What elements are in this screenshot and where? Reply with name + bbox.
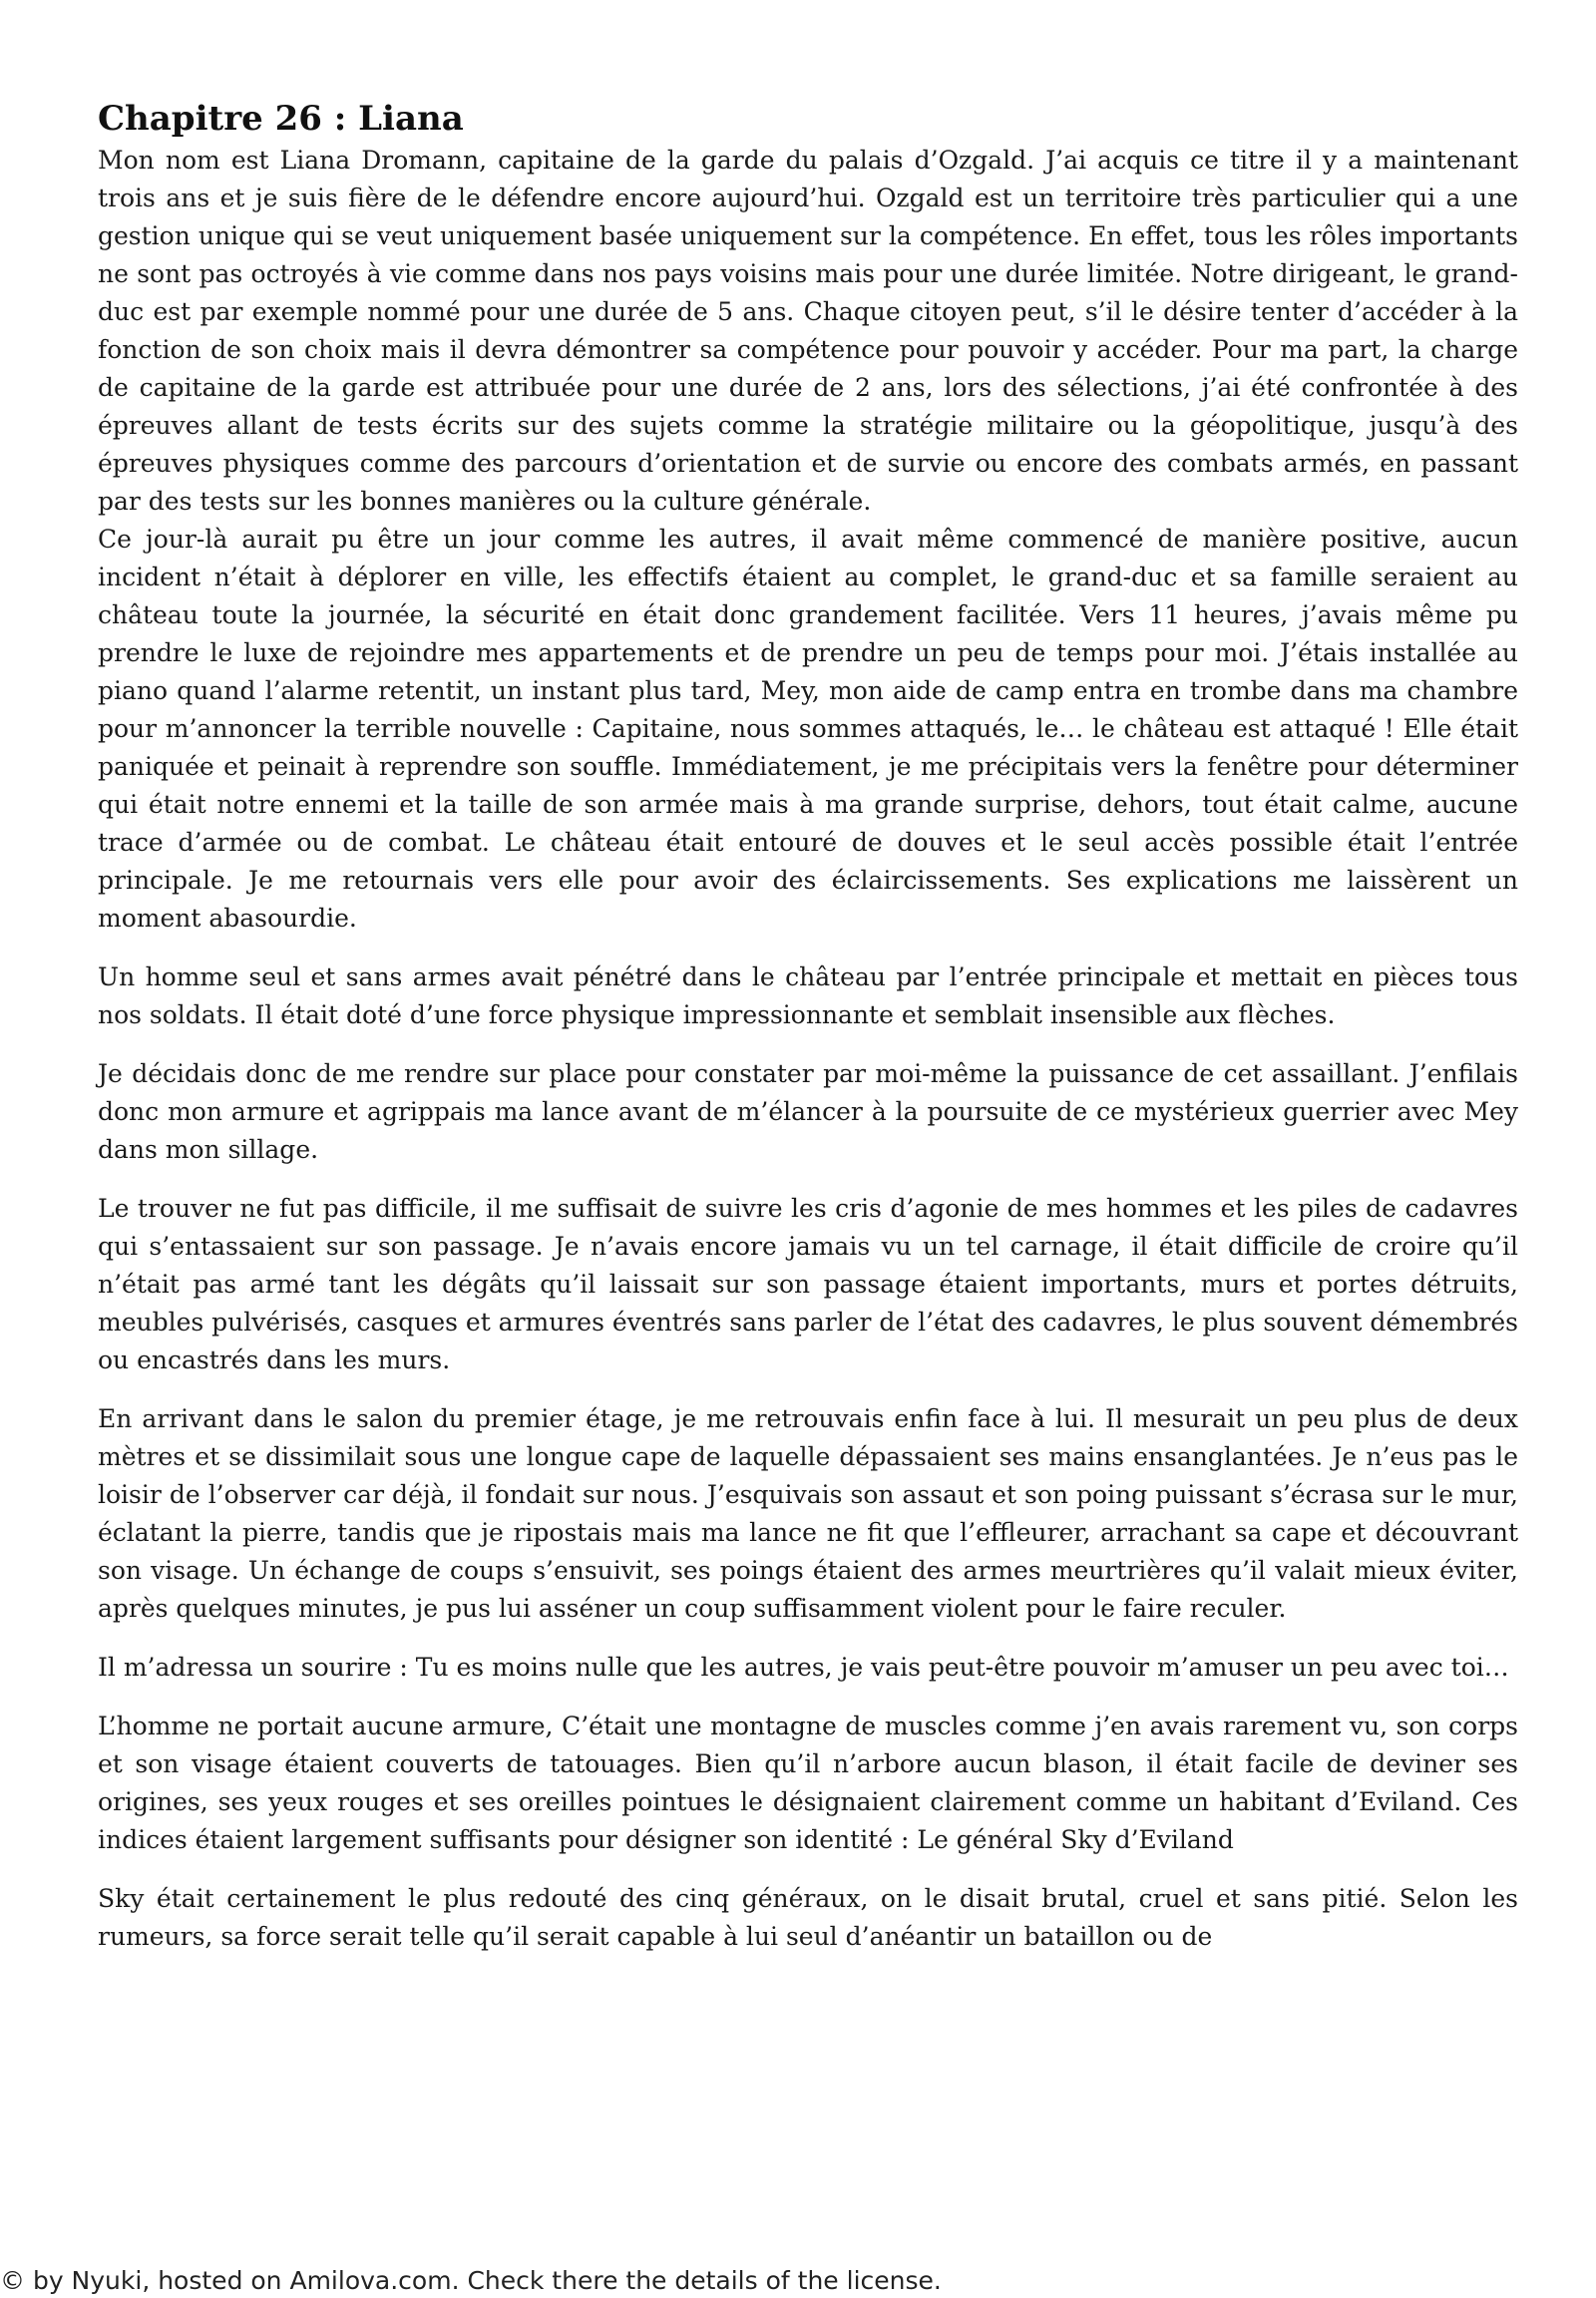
document-page [98,96,1518,1977]
chapter-title: Chapitre 26 : Liana [98,99,464,139]
chapter-body [98,142,1518,1956]
paragraph-6: En arrivant dans le salon du premier étage, je me retrouvais enfin face à lui. Il mesurait un peu plus de deux mètres et se dissimilait sous une longue cape de laquelle dépassaient ses mains ensanglantées. Je n’eus pas le loisir de l’observer car déjà, il fondait sur nous. J’esquivais son assaut et son poing puissant s’écrasa sur le mur, éclatant la pierre, tandis que je ripostais mais ma lance ne fit que l’effleurer, arrachant sa cape et découvrant son visage. Un échange de coups s’ensuivit, ses poings étaient des armes meurtrières qu’il valait mieux éviter, après quelques minutes, je pus lui asséner un coup suffisamment violent pour le faire reculer. [98,1404,1518,1623]
paragraph-7: Il m’adressa un sourire : Tu es moins nulle que les autres, je vais peut-être pouvoir m’amuser un peu avec toi… [98,1653,1509,1682]
license-footer: © by Nyuki, hosted on Amilova.com. Check there the details of the license. [0,2266,942,2295]
paragraph-5: Le trouver ne fut pas difficile, il me suffisait de suivre les cris d’agonie de mes hommes et les piles de cadavres qui s’entassaient sur son passage. Je n’avais encore jamais vu un tel carnage, il était difficile de croire qu’il n’était pas armé tant les dégâts qu’il laissait sur son passage étaient importants, murs et portes détruits, meubles pulvérisés, casques et armures éventrés sans parler de l’état des cadavres, le plus souvent démembrés ou encastrés dans les murs. [98,1194,1519,1374]
paragraph-2: Ce jour-là aurait pu être un jour comme les autres, il avait même commencé de manière positive, aucun incident n’était à déplorer en ville, les effectifs étaient au complet, le grand-duc et sa famille seraient au château toute la journée, la sécurité en était donc grandement facilitée. Vers 11 heures, j’avais même pu prendre le luxe de rejoindre mes appartements et de prendre un peu de temps pour moi. J’étais installée au piano quand l’alarme retentit, un instant plus tard, Mey, mon aide de camp entra en trombe dans ma chambre pour m’annoncer la terrible nouvelle : Capitaine, nous sommes attaqués, le… le château est attaqué ! Elle était paniquée et peinait à reprendre son souffle. Immédiatement, je me précipitais vers la fenêtre pour déterminer qui était notre ennemi et la taille de son armée mais à ma grande surprise, dehors, tout était calme, aucune trace d’armée ou de combat. Le château était entouré de douves et le seul accès possible était l’entrée principale. Je me retournais vers elle pour avoir des éclaircissements. Ses explications me laissèrent un moment abasourdie. [98,525,1518,933]
paragraph-8: L’homme ne portait aucune armure, C’était une montagne de muscles comme j’en avais rarement vu, son corps et son visage étaient couverts de tatouages. Bien qu’il n’arbore aucun blason, il était facile de deviner ses origines, ses yeux rouges et ses oreilles pointues le désignaient clairement comme un habitant d’Eviland. Ces indices étaient largement suffisants pour désigner son identité : Le général Sky d’Eviland [98,1712,1518,1854]
paragraph-3: Un homme seul et sans armes avait pénétré dans le château par l’entrée principale et mettait en pièces tous nos soldats. Il était doté d’une force physique impressionnante et semblait insensible aux flèches. [98,962,1518,1029]
paragraph-1: Mon nom est Liana Dromann, capitaine de la garde du palais d’Ozgald. J’ai acquis ce titre il y a maintenant trois ans et je suis fière de le défendre encore aujourd’hui. Ozgald est un territoire très particulier qui a une gestion unique qui se veut uniquement basée uniquement sur la compétence. En effet, tous les rôles importants ne sont pas octroyés à vie comme dans nos pays voisins mais pour une durée limitée. Notre dirigeant, le grand-duc est par exemple nommé pour une durée de 5 ans. Chaque citoyen peut, s’il le désire tenter d’accéder à la fonction de son choix mais il devra démontrer sa compétence pour pouvoir y accéder. Pour ma part, la charge de capitaine de la garde est attribuée pour une durée de 2 ans, lors des sélections, j’ai été confrontée à des épreuves allant de tests écrits sur des sujets comme la stratégie militaire ou la géopolitique, jusqu’à des épreuves physiques comme des parcours d’orientation et de survie ou encore des combats armés, en passant par des tests sur les bonnes manières ou la culture générale. [98,146,1518,516]
paragraph-9: Sky était certainement le plus redouté des cinq généraux, on le disait brutal, cruel et sans pitié. Selon les rumeurs, sa force serait telle qu’il serait capable à lui seul d’anéantir un bataillon ou de [98,1884,1518,1951]
paragraph-4: Je décidais donc de me rendre sur place pour constater par moi-même la puissance de cet assaillant. J’enfilais donc mon armure et agrippais ma lance avant de m’élancer à la poursuite de ce mystérieux guerrier avec Mey dans mon sillage. [98,1059,1518,1164]
